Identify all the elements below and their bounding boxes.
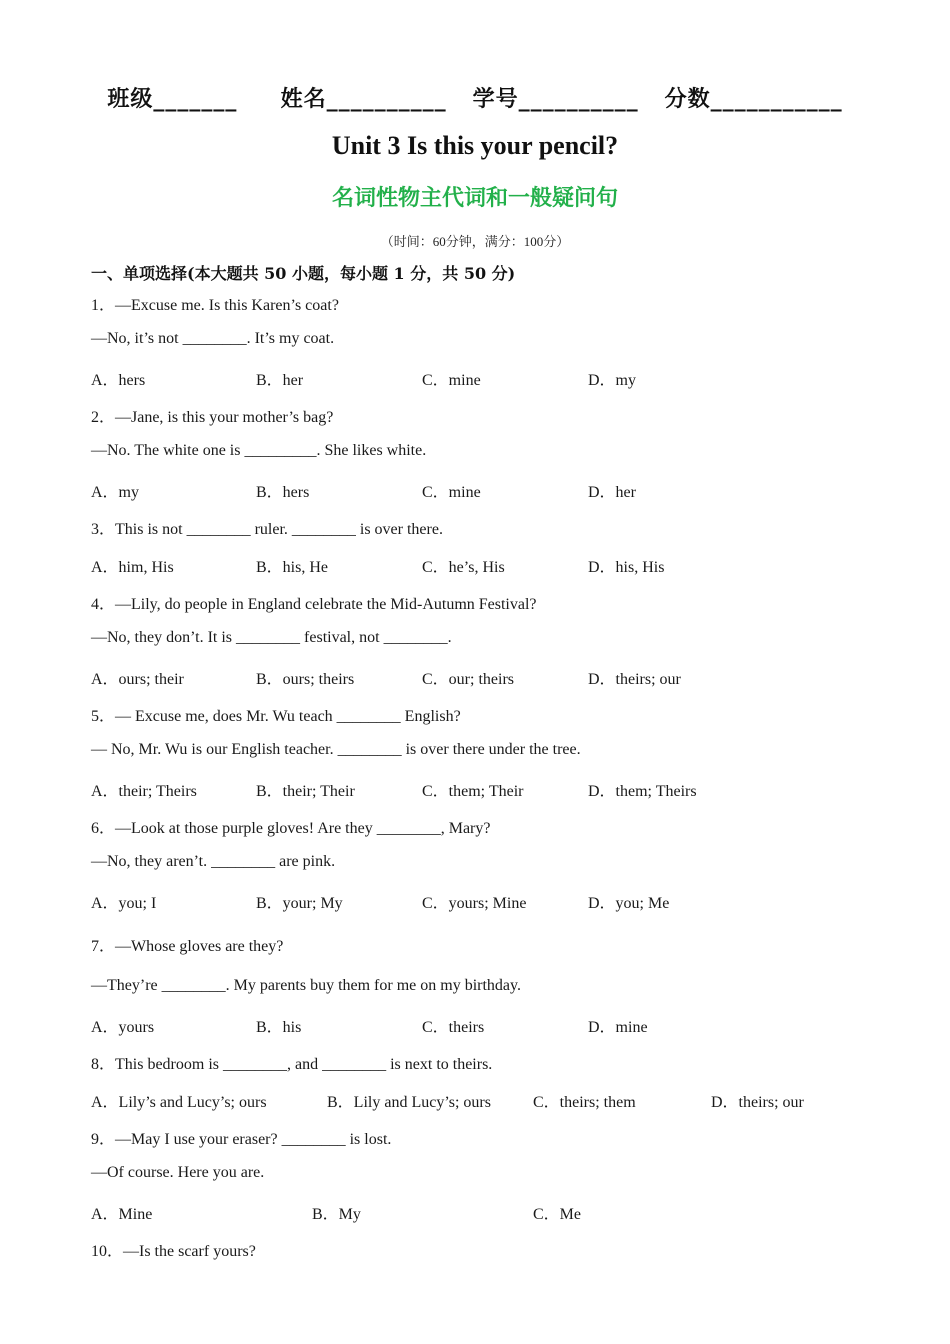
question-9-option-c[interactable]: C．Me [533,1206,582,1223]
question-4-option-a[interactable]: A．ours; their [91,671,184,688]
time-info: （时间：60分钟，满分：100分） [380,234,570,249]
section-title: 一、单项选择(本大题共 50 小题，每小题 1 分，共 50 分) [91,264,516,283]
question-4-option-c[interactable]: C．our; theirs [422,671,514,688]
question-7-line-1: 7．—Whose gloves are they? [91,938,284,955]
question-2-option-b[interactable]: B．hers [256,484,310,501]
question-5-line-1: 5．— Excuse me, does Mr. Wu teach ________ English? [91,708,461,725]
question-2-line-2: —No. The white one is _________. She likes white. [91,442,427,459]
question-10-line-1: 10．—Is the scarf yours? [91,1243,256,1260]
question-9-line-2: —Of course. Here you are. [91,1164,265,1181]
question-3-option-d[interactable]: D．his, His [588,559,665,576]
question-1-option-c[interactable]: C．mine [422,372,481,389]
question-3-line-1: 3．This is not ________ ruler. ________ is over there. [91,521,443,538]
question-7-option-c[interactable]: C．theirs [422,1019,485,1036]
question-8-option-a[interactable]: A．Lily’s and Lucy’s; ours [91,1094,267,1111]
question-1-line-1: 1．—Excuse me. Is this Karen’s coat? [91,297,339,314]
question-6-option-c[interactable]: C．yours; Mine [422,895,527,912]
question-1-option-a[interactable]: A．hers [91,372,146,389]
question-8-option-b[interactable]: B．Lily and Lucy’s; ours [327,1094,491,1111]
question-8-option-c[interactable]: C．theirs; them [533,1094,636,1111]
question-1-option-d[interactable]: D．my [588,372,637,389]
question-4-option-b[interactable]: B．ours; theirs [256,671,355,688]
student-info-header: 班级_______ 姓名__________ 学号__________ 分数___________ [107,87,843,112]
question-3-option-b[interactable]: B．his, He [256,559,329,576]
question-7-option-b[interactable]: B．his [256,1019,302,1036]
question-6-option-a[interactable]: A．you; I [91,895,157,912]
question-2-option-c[interactable]: C．mine [422,484,481,501]
question-6-line-1: 6．—Look at those purple gloves! Are they ________, Mary? [91,820,491,837]
question-3-option-c[interactable]: C．he’s, His [422,559,505,576]
question-2-option-d[interactable]: D．her [588,484,636,501]
question-9-line-1: 9．—May I use your eraser? ________ is lost. [91,1131,392,1148]
question-2-option-a[interactable]: A．my [91,484,140,501]
question-9-option-b[interactable]: B．My [312,1206,361,1223]
question-1-option-b[interactable]: B．her [256,372,304,389]
question-6-option-b[interactable]: B．your; My [256,895,343,912]
question-5-option-d[interactable]: D．them; Theirs [588,783,697,800]
page-subtitle: 名词性物主代词和一般疑问句 [331,186,618,211]
page-title: Unit 3 Is this your pencil? [331,131,619,160]
question-4-line-2: —No, they don’t. It is ________ festival, not ________. [91,629,452,646]
question-2-line-1: 2．—Jane, is this your mother’s bag? [91,409,334,426]
question-5-option-b[interactable]: B．their; Their [256,783,355,800]
question-5-option-a[interactable]: A．their; Theirs [91,783,197,800]
question-8-option-d[interactable]: D．theirs; our [711,1094,804,1111]
question-3-option-a[interactable]: A．him, His [91,559,174,576]
question-4-line-1: 4．—Lily, do people in England celebrate the Mid-Autumn Festival? [91,596,537,613]
question-7-option-a[interactable]: A．yours [91,1019,155,1036]
question-7-option-d[interactable]: D．mine [588,1019,648,1036]
question-7-line-2: —They’re ________. My parents buy them for me on my birthday. [91,977,521,994]
question-4-option-d[interactable]: D．theirs; our [588,671,681,688]
question-6-option-d[interactable]: D．you; Me [588,895,670,912]
question-8-line-1: 8．This bedroom is ________, and ________ is next to theirs. [91,1056,493,1073]
question-5-line-2: — No, Mr. Wu is our English teacher. ________ is over there under the tree. [91,741,581,758]
question-5-option-c[interactable]: C．them; Their [422,783,524,800]
question-1-line-2: —No, it’s not ________. It’s my coat. [91,330,335,347]
question-6-line-2: —No, they aren’t. ________ are pink. [91,853,336,870]
question-9-option-a[interactable]: A．Mine [91,1206,153,1223]
